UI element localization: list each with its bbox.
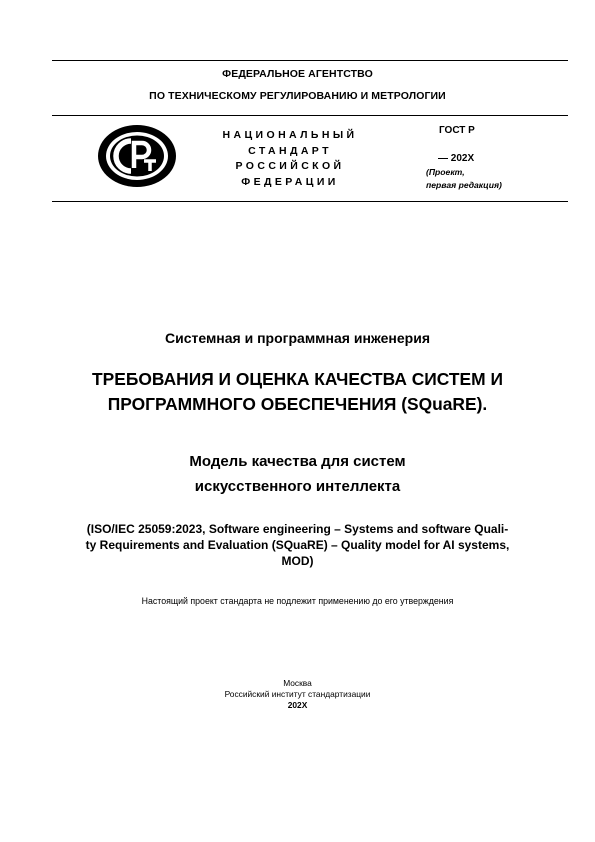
national-standard-block — [190, 128, 390, 190]
agency-line-2: ПО ТЕХНИЧЕСКОМУ РЕГУЛИРОВАНИЮ И МЕТРОЛОГИИ — [149, 90, 446, 102]
document-subtitle: Системная и программная инженерия — [164, 330, 430, 346]
header-rule — [52, 115, 568, 116]
footer-city: Москва — [283, 678, 312, 688]
natstd-line-2: СТАНДАРТ — [248, 144, 332, 157]
main-title-line-1: ТРЕБОВАНИЯ И ОЦЕНКА КАЧЕСТВА СИСТЕМ И — [92, 369, 503, 389]
gost-note — [426, 166, 502, 192]
gost-note-line-2: первая редакция) — [426, 180, 502, 190]
intl-ref-line-3: MOD) — [281, 554, 314, 568]
natstd-line-3: РОССИЙСКОЙ — [235, 160, 345, 172]
natstd-line-1: НАЦИОНАЛЬНЫЙ — [222, 129, 358, 141]
gost-note-line-1: (Проект, — [426, 167, 465, 177]
intl-ref-line-2: ty Requirements and Evaluation (SQuaRE) – Quality model for AI systems, — [85, 538, 510, 552]
agency-line-1: ФЕДЕРАЛЬНОЕ АГЕНТСТВО — [222, 68, 373, 80]
intl-ref-line-1: (ISO/IEC 25059:2023, Software engineering – Systems and software Quali- — [86, 522, 509, 536]
footer-block — [0, 678, 595, 711]
top-rule — [52, 60, 568, 61]
document-main-title — [0, 367, 595, 417]
draft-notice: Настоящий проект стандарта не подлежит применению до его утверждения — [141, 596, 454, 606]
part-title-line-1: Модель качества для систем — [189, 453, 406, 470]
gost-title: ГОСТ Р — [439, 125, 475, 136]
rst-logo — [96, 123, 178, 189]
mid-rule — [52, 201, 568, 202]
main-title-line-2: ПРОГРАММНОГО ОБЕСПЕЧЕНИЯ (SQuaRE). — [107, 394, 488, 414]
international-reference — [0, 521, 595, 569]
natstd-line-4: ФЕДЕРАЦИИ — [241, 175, 339, 188]
gost-number: — 202X — [438, 153, 475, 164]
part-title-line-2: искусственного интеллекта — [194, 478, 401, 495]
document-part-title — [0, 449, 595, 499]
footer-institute: Российский институт стандартизации — [224, 689, 371, 699]
footer-year: 202X — [287, 700, 308, 710]
